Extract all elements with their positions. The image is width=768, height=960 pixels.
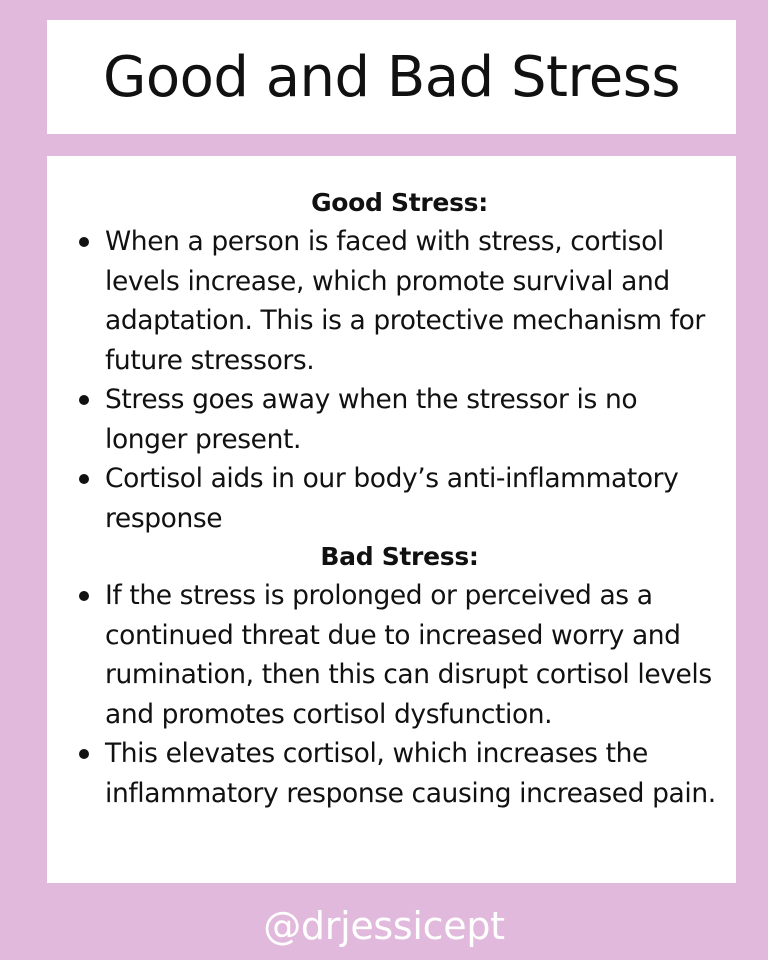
list-item [77,222,722,380]
good-stress-heading: Good Stress: [311,188,488,217]
bullet-icon [79,237,89,247]
title-card [47,20,736,134]
list-item-text: If the stress is prolonged or perceived as a continued threat due to increased worry and rumination, then this can disrupt cortisol levels and promotes cortisol dysfunction. [105,580,712,730]
good-stress-list [77,222,722,538]
list-item [77,734,722,813]
bullet-icon [79,474,89,484]
page-title: Good and Bad Stress [102,44,681,110]
list-item-text: This elevates cortisol, which increases the inflammatory response causing increased pain. [105,738,716,809]
bullet-icon [79,591,89,601]
bad-stress-heading: Bad Stress: [320,542,479,571]
bad-stress-list [77,576,722,813]
list-item [77,380,722,459]
list-item-text: Cortisol aids in our body’s anti-inflammatory response [105,463,679,534]
list-item-text: Stress goes away when the stressor is no longer present. [105,384,638,455]
bullet-icon [79,395,89,405]
bullet-icon [79,749,89,759]
list-item [77,459,722,538]
author-handle: @drjessicept [263,904,505,948]
content-card [47,156,736,883]
list-item-text: When a person is faced with stress, cortisol levels increase, which promote survival and adaptation. This is a protective mechanism for future stressors. [105,226,705,376]
list-item [77,576,722,734]
